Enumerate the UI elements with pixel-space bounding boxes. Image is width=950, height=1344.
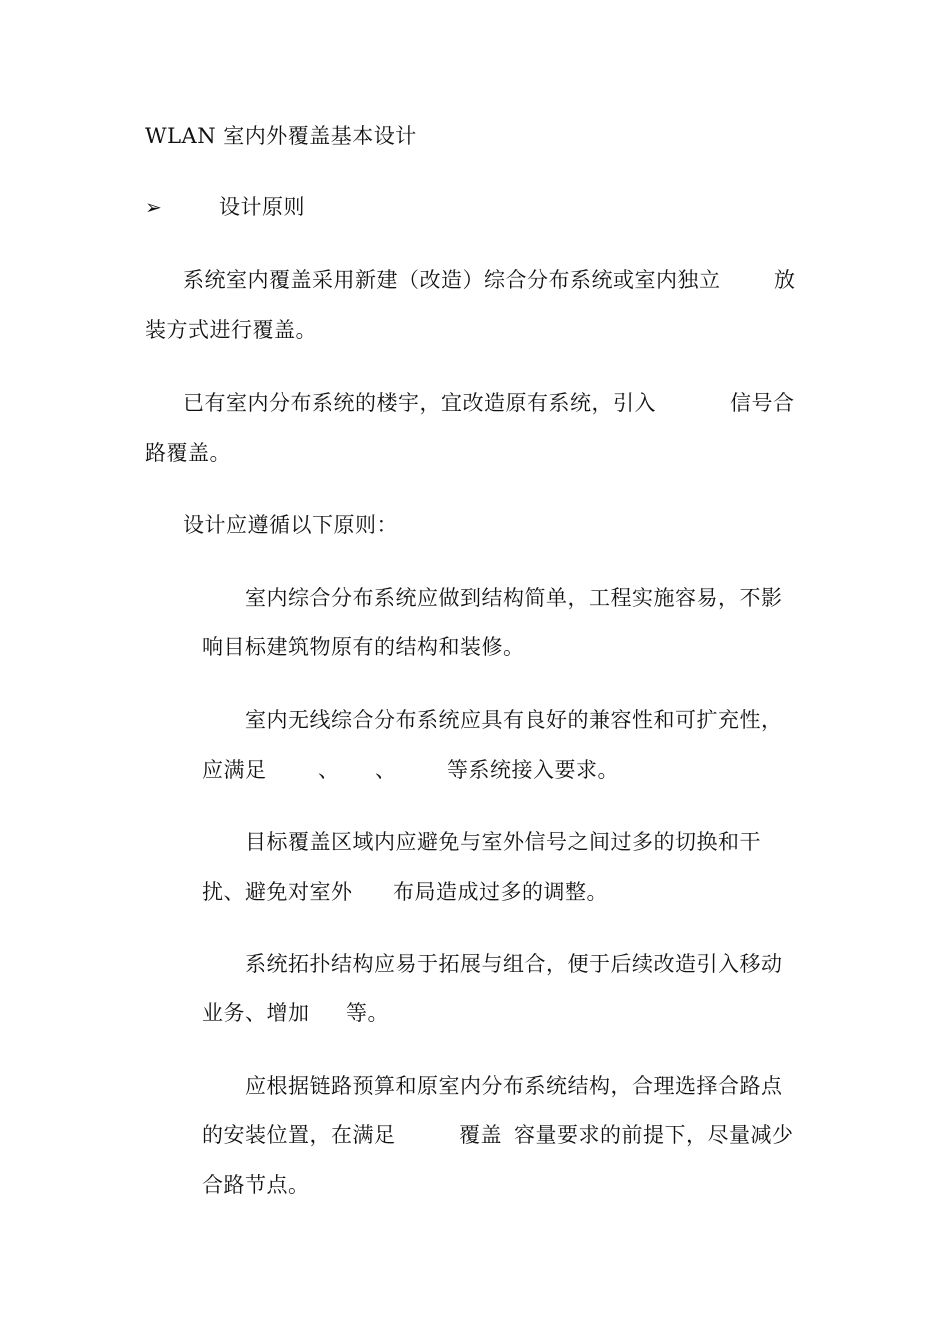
paragraph-1-line-1a: 系统室内覆盖采用新建（改造）综合分布系统或室内独立: [183, 268, 721, 292]
principle-4-line-2b: 等。: [346, 1001, 389, 1025]
paragraph-2-line-1b: 信号合: [730, 391, 795, 415]
principle-3-line-2b: 布局造成过多的调整。: [393, 880, 608, 904]
principle-2-line-2a: 应满足: [202, 758, 267, 782]
principle-1-line-1: 室内综合分布系统应做到结构简单，工程实施容易，不影: [245, 586, 783, 610]
paragraph-2-line-2: 路覆盖。: [145, 441, 231, 465]
paragraph-1-line-2: 装方式进行覆盖。: [145, 318, 317, 342]
principle-3-line-2a: 扰、避免对室外: [202, 880, 353, 904]
principle-5-line-1: 应根据链路预算和原室内分布系统结构，合理选择合路点: [245, 1074, 783, 1098]
paragraph-3-line-1: 设计应遵循以下原则：: [183, 513, 398, 537]
principle-2-line-2c: 、: [375, 758, 397, 782]
principle-5-line-2c: 容量要求的前提下，尽量减少: [514, 1123, 794, 1147]
principle-1-line-2: 响目标建筑物原有的结构和装修。: [202, 635, 525, 659]
principle-2-line-2d: 等系统接入要求。: [447, 758, 619, 782]
principle-4-line-1: 系统拓扑结构应易于拓展与组合，便于后续改造引入移动: [245, 952, 783, 976]
principle-5-line-2a: 的安装位置，在满足: [202, 1123, 396, 1147]
section-heading: 设计原则: [219, 195, 305, 219]
principle-4-line-2a: 业务、增加: [202, 1001, 310, 1025]
principle-2-line-1: 室内无线综合分布系统应具有良好的兼容性和可扩充性，: [245, 708, 783, 732]
principle-5-line-2b: 覆盖: [459, 1123, 502, 1147]
paragraph-1-line-1b: 放: [774, 268, 796, 292]
paragraph-2-line-1a: 已有室内分布系统的楼宇，宜改造原有系统，引入: [183, 391, 656, 415]
principle-5-line-3: 合路节点。: [202, 1173, 310, 1197]
principle-2-line-2b: 、: [318, 758, 340, 782]
bullet-arrow-icon: ➢: [145, 195, 162, 219]
principle-3-line-1: 目标覆盖区域内应避免与室外信号之间过多的切换和干: [245, 830, 761, 854]
document-title: WLAN 室内外覆盖基本设计: [145, 124, 417, 148]
